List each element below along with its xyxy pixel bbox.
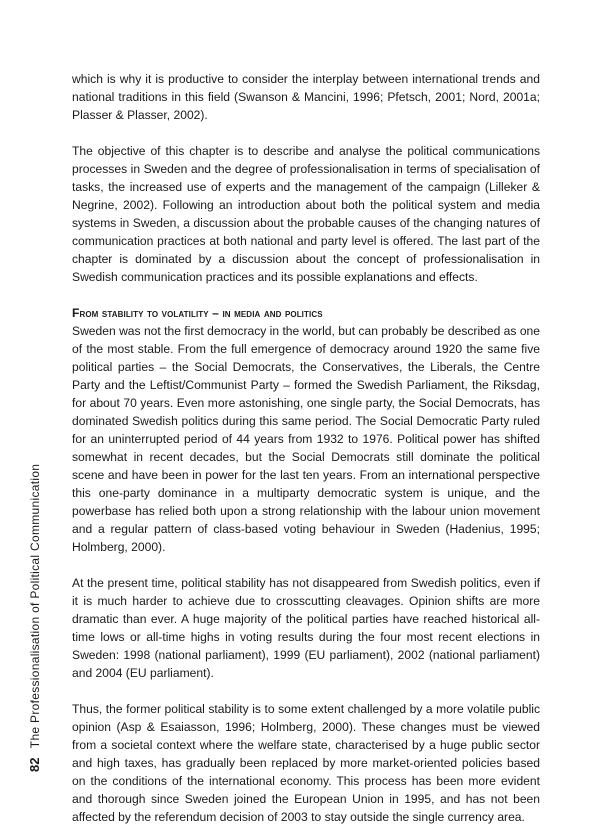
section-paragraph-1: Sweden was not the first democracy in the world, but can probably be described as one of the most stable. From the full emergence of democracy around 1920 the same five political parties – the Social Democrats, the Conservatives, the Liberals, the Centre Party and the Leftist/Communist Party – formed the Swedish Parliament, the Riksdag, for about 70 years. Even more astonishing, one single party, the Social Democrats, has dominated Swedish politics during this same period. The Social Democratic Party ruled for an uninterrupted period of 44 years from 1932 to 1976. Political power has shifted somewhat in recent decades, but the Social Democrats still dominate the political scene and have been in power for the last ten years. From an international perspective this one-party dominance in a multiparty democratic system is unique, and the powerbase has relied both upon a strong relationship with the labour union movement and a regular pattern of class-based voting behaviour in Sweden (Hadenius, 1995; Holmberg, 2000).: [72, 324, 540, 554]
paragraph-objective: The objective of this chapter is to describe and analyse the political communications processes in Sweden and the degree of professionalisation in terms of specialisation of tasks, the increased use of experts and the management of the campaign (Lilleker & Negrine, 2002). Following an introduction about both the political system and media systems in Sweden, a discussion about the probable causes of the changing natures of communication practices at both national and party level is offered. The last part of the chapter is dominated by a discussion about the concept of professionalisation in Swedish communication practices and its possible explanations and effects.: [72, 144, 540, 284]
section-heading: From stability to volatility – in media and politics: [72, 306, 323, 320]
section-paragraph-3: Thus, the former political stability is to some extent challenged by a more volatile public opinion (Asp & Esaiasson, 1996; Holmberg, 2000). These changes must be viewed from a societal context where the welfare state, characterised by a huge public sector and high taxes, has gradually been replaced by more market-oriented policies based on the conditions of the international economy. This process has been more evident and thorough since Sweden joined the European Union in 1995, and has not been affected by the referendum decision of 2003 to stay outside the single currency area.: [72, 702, 540, 824]
page-number: 82: [27, 757, 42, 772]
running-title: The Professionalisation of Political Communication: [28, 463, 42, 749]
running-head: [27, 464, 43, 772]
page-body: [72, 70, 540, 826]
section-paragraph-2: At the present time, political stability has not disappeared from Swedish politics, even if it is much harder to achieve due to crosscutting cleavages. Opinion shifts are more dramatic than ever. A huge majority of the political parties have reached historical all-time lows or all-time highs in voting results during the four most recent elections in Sweden: 1998 (national parliament), 1999 (EU parliament), 2002 (national parliament) and 2004 (EU parliament).: [72, 576, 540, 680]
paragraph-intro-end: which is why it is productive to consider the interplay between international trends and national traditions in this field (Swanson & Mancini, 1996; Pfetsch, 2001; Nord, 2001a; Plasser & Plasser, 2002).: [72, 72, 540, 122]
